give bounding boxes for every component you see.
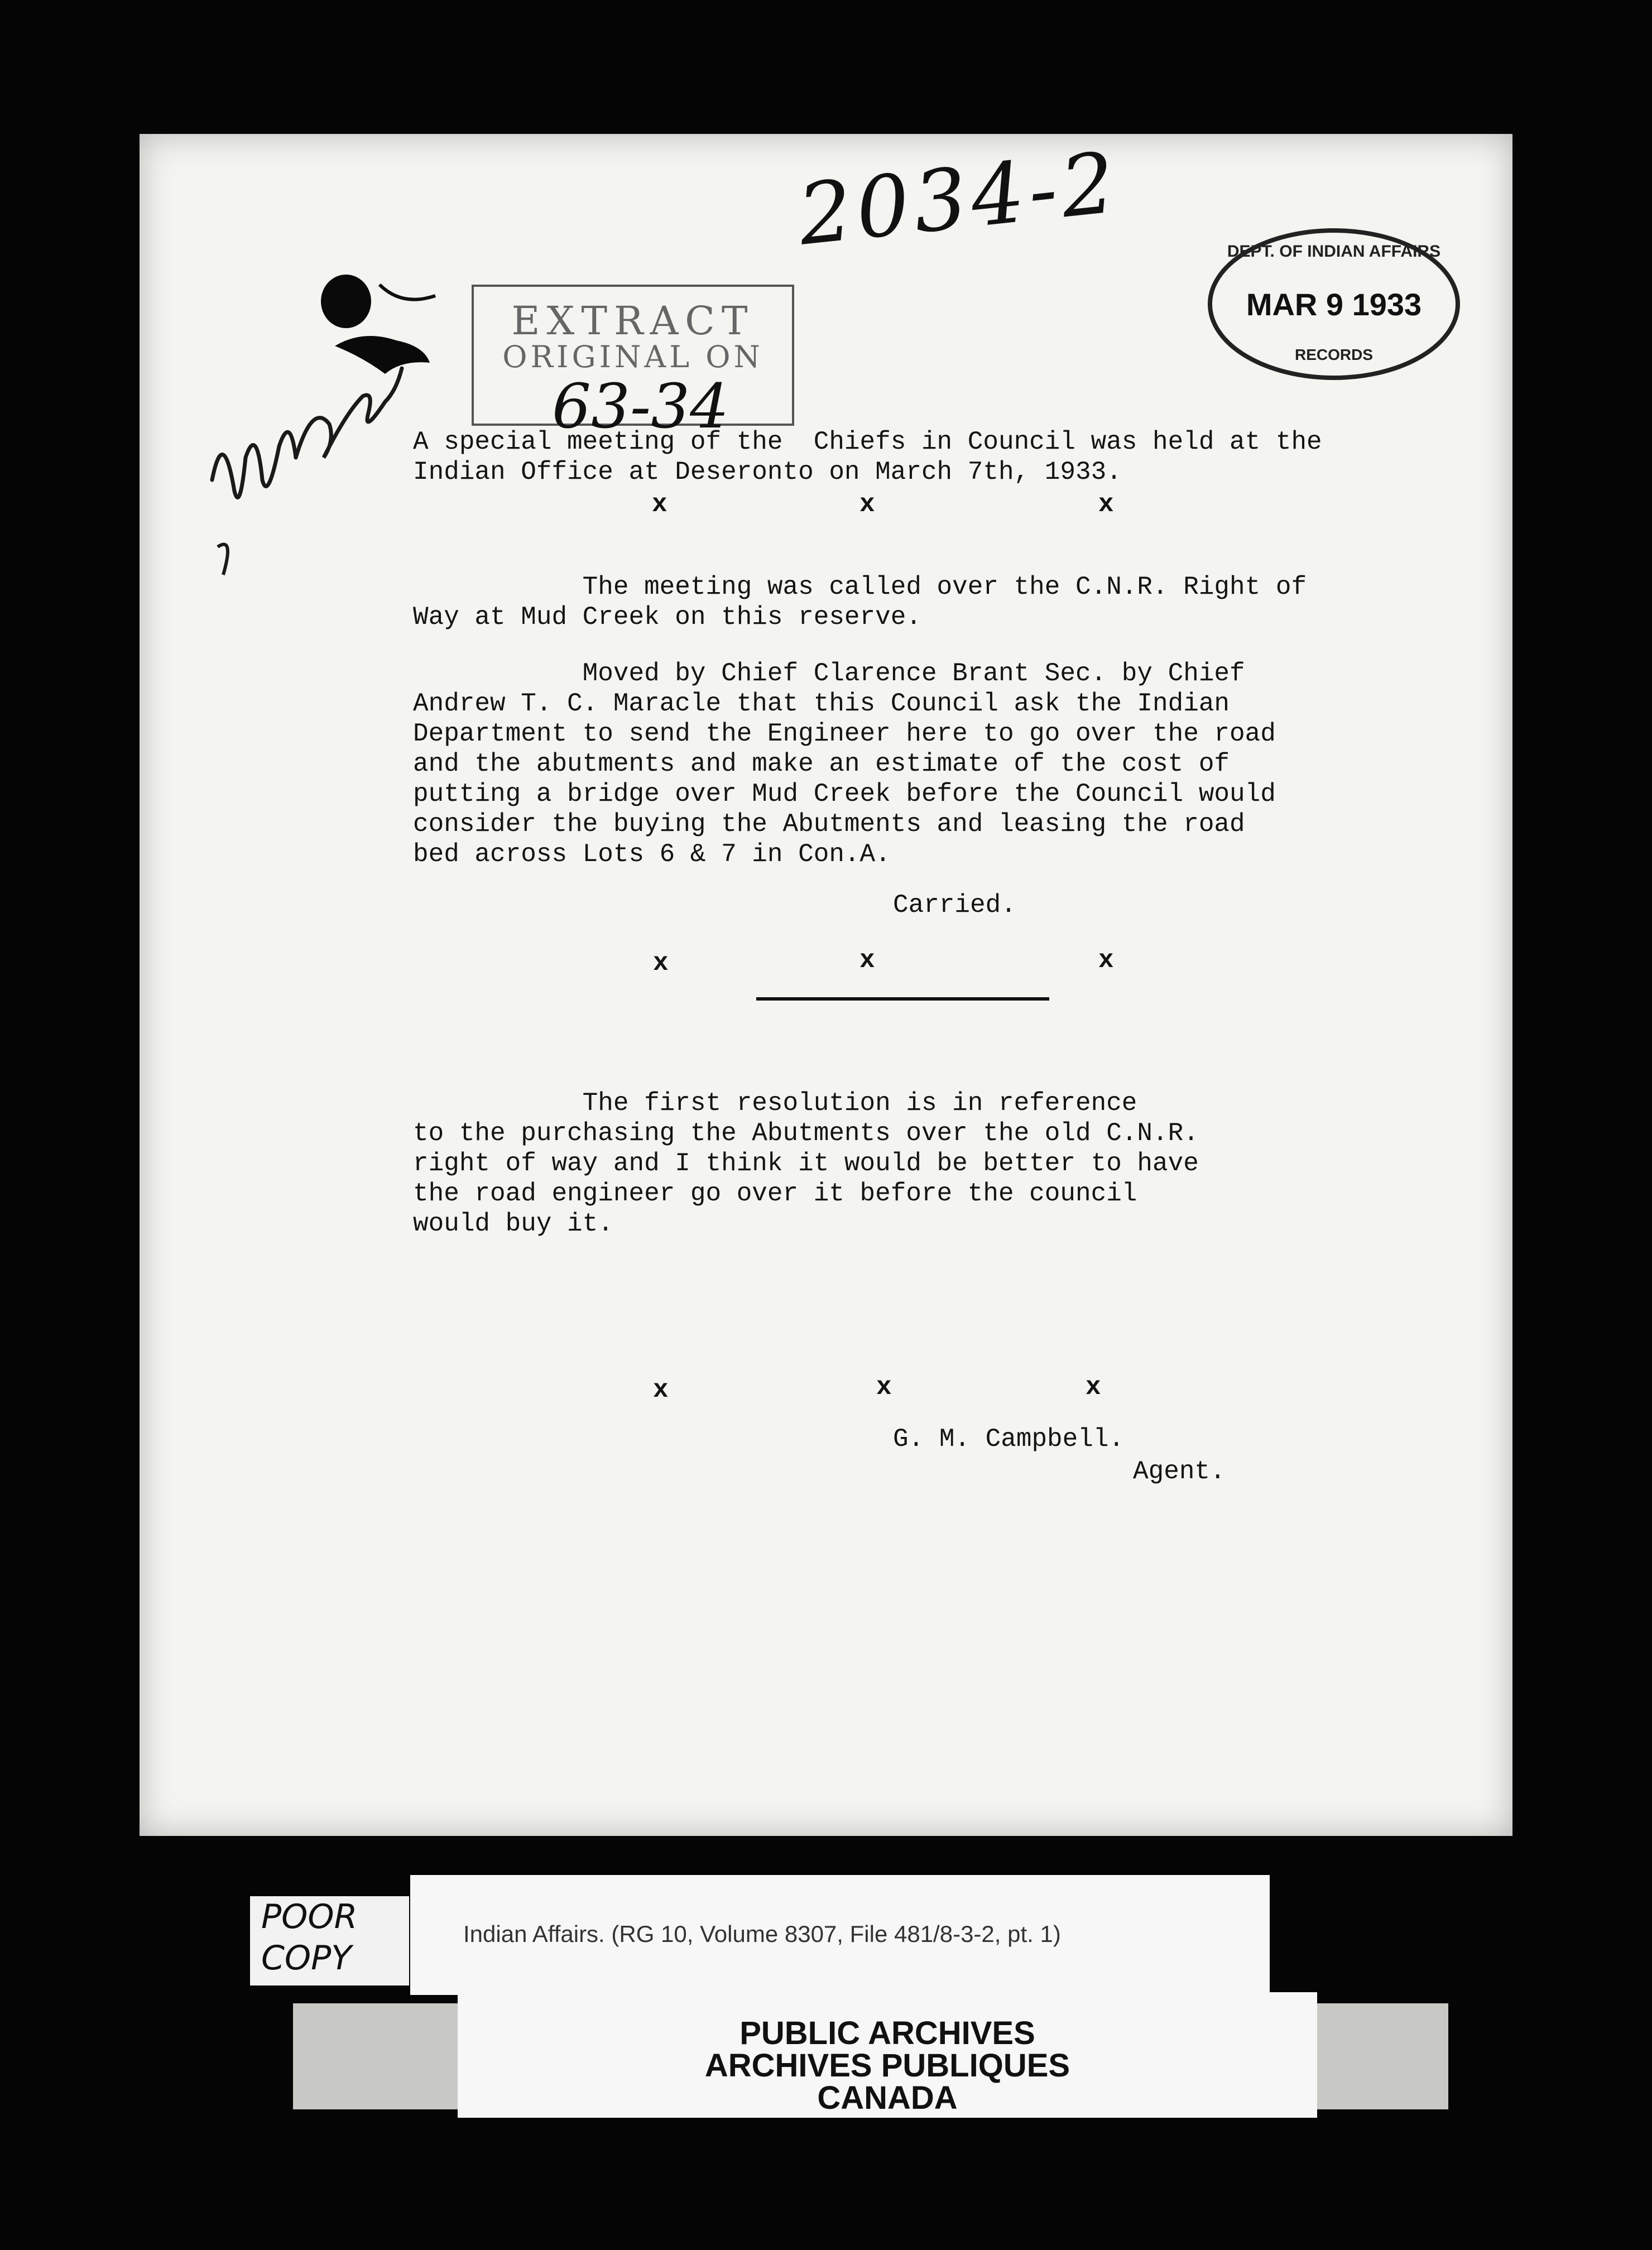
archives-line-country: CANADA	[817, 2080, 958, 2116]
archives-label	[458, 1992, 1317, 2118]
separator-mark: x	[1086, 1373, 1101, 1402]
date-stamp-footer: RECORDS	[1294, 346, 1374, 363]
divider-line	[756, 997, 1049, 1001]
separator-mark: x	[653, 1376, 669, 1405]
archives-line-fr: ARCHIVES PUBLIQUES	[704, 2047, 1070, 2084]
citation-label	[410, 1875, 1270, 1995]
date-stamp-date: MAR 9 1933	[1246, 287, 1422, 322]
separator-mark: x	[653, 949, 669, 978]
motion-result: Carried.	[893, 891, 1016, 920]
archives-line-en: PUBLIC ARCHIVES	[739, 2015, 1035, 2051]
poor-copy-line2: COPY	[261, 1939, 352, 1978]
separator-mark: x	[1098, 490, 1114, 519]
received-date-stamp	[1206, 223, 1462, 385]
extract-stamp-title: EXTRACT	[511, 298, 755, 344]
poor-copy-note	[250, 1896, 409, 1985]
signer-name: G. M. Campbell.	[893, 1425, 1125, 1454]
poor-copy-line1: POOR	[261, 1897, 358, 1936]
separator-mark: x	[876, 1373, 892, 1402]
paragraph-agent-comment: The first resolution is in reference to the purchasing the Abutments over the old C.N.R. right of way and I think it would be better to have the road engineer go over it before the council would buy it.	[413, 1089, 1199, 1238]
paragraph-motion: Moved by Chief Clarence Brant Sec. by Chief Andrew T. C. Maracle that this Council ask the Indian Department to send the Engineer here to go over the road and the abutments and make an estimate of the cost of putting a bridge over Mud Creek before the Council would consider the buying the Abutments and leasing the road bed across Lots 6 & 7 in Con.A.	[413, 659, 1276, 869]
paragraph-meeting: A special meeting of the Chiefs in Council was held at the Indian Office at Deseronto on March 7th, 1933.	[413, 427, 1322, 487]
separator-mark: x	[1098, 946, 1114, 975]
separator-mark: x	[859, 946, 875, 975]
extract-stamp	[472, 285, 794, 442]
date-stamp-header: DEPT. OF INDIAN AFFAIRS	[1227, 242, 1441, 261]
separator-mark: x	[652, 490, 667, 519]
separator-mark: x	[859, 490, 875, 519]
paragraph-purpose: The meeting was called over the C.N.R. Right of Way at Mud Creek on this reserve.	[413, 573, 1307, 632]
signer-title: Agent.	[1133, 1457, 1226, 1486]
extract-stamp-subtitle: ORIGINAL ON	[502, 339, 763, 374]
handwritten-signature	[201, 312, 424, 603]
handwritten-file-number: 2034-2	[794, 134, 1124, 265]
extract-stamp-number: 63-34	[552, 371, 729, 442]
citation-text: Indian Affairs. (RG 10, Volume 8307, File 481/8-3-2, pt. 1)	[463, 1921, 1061, 1947]
